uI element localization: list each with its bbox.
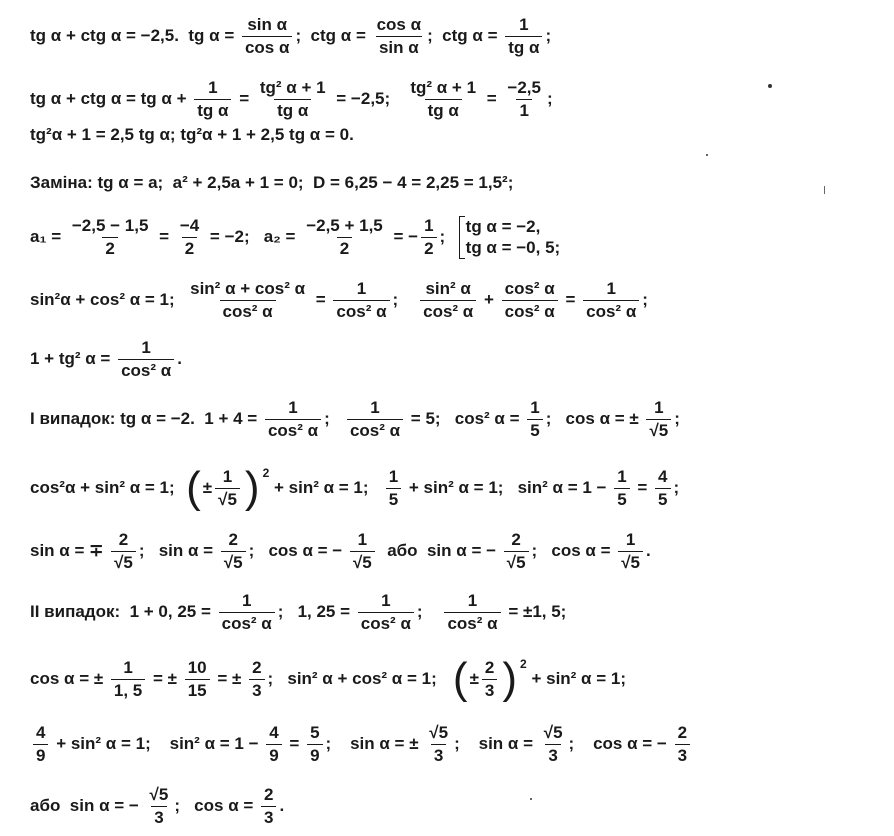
- fraction-denominator: cos² α: [444, 612, 500, 633]
- math-text: ; ctg α =: [427, 26, 503, 46]
- math-text: ; sin α =: [454, 734, 538, 754]
- fraction-numerator: 4: [269, 723, 279, 742]
- fraction-denominator: 9: [33, 744, 48, 765]
- fraction: [583, 280, 639, 321]
- fraction: [303, 217, 386, 258]
- math-text: ;: [545, 26, 552, 46]
- fraction: [426, 724, 451, 765]
- math-text: ; cos α =: [174, 796, 259, 816]
- fraction-denominator: √5: [646, 419, 671, 440]
- math-line: [30, 16, 551, 57]
- scan-mark: [824, 186, 825, 194]
- math-text: = −2,5;: [331, 89, 405, 109]
- fraction-numerator: 1: [617, 466, 627, 486]
- parenthesized-power: [184, 463, 270, 512]
- fraction-numerator: tg² α + 1: [410, 78, 477, 97]
- fraction-denominator: cos² α: [347, 419, 403, 440]
- math-text: ;: [642, 290, 648, 310]
- fraction-numerator: 1: [530, 398, 540, 417]
- math-line: [30, 173, 513, 193]
- fraction: [118, 339, 174, 380]
- math-text: ;: [674, 409, 680, 429]
- fraction-denominator: 2: [182, 237, 197, 258]
- math-line: [30, 592, 566, 633]
- fraction: [350, 531, 375, 572]
- fraction: [177, 217, 202, 258]
- fraction-numerator: 1: [519, 15, 529, 34]
- fraction-denominator: 2: [337, 237, 352, 258]
- fraction: [111, 531, 136, 572]
- fraction: [249, 659, 264, 700]
- fraction-numerator: 1: [381, 591, 391, 610]
- right-parenthesis: ): [502, 654, 518, 703]
- fraction: [147, 786, 172, 827]
- fraction-numerator: 1: [424, 215, 434, 235]
- math-text: = ±1, 5;: [503, 602, 567, 622]
- math-text: ;: [546, 89, 553, 109]
- fraction-numerator: 2: [252, 657, 262, 677]
- math-text: I випадок: tg α = −2. 1 + 4 =: [30, 409, 262, 429]
- fraction: [444, 592, 500, 633]
- system-row: tg α = −0, 5;: [465, 238, 561, 258]
- math-line: [30, 216, 560, 259]
- math-line: [30, 654, 626, 703]
- fraction: [420, 280, 476, 321]
- math-text: ;: [416, 602, 442, 622]
- math-text: .: [177, 349, 182, 369]
- fraction-denominator: 5: [527, 419, 542, 440]
- left-parenthesis: (: [186, 463, 201, 512]
- fraction-denominator: tg α: [194, 99, 231, 120]
- math-text: ; sin α = ±: [325, 734, 424, 754]
- math-text: a₁ =: [30, 227, 66, 247]
- right-parenthesis: ): [244, 463, 260, 512]
- fraction: [33, 724, 48, 765]
- fraction-denominator: cos² α: [220, 300, 276, 321]
- fraction: [111, 659, 145, 700]
- math-line: [30, 399, 680, 440]
- fraction-numerator: 1: [356, 279, 367, 298]
- math-text: ; ctg α =: [295, 26, 371, 46]
- fraction-denominator: cos² α: [265, 419, 321, 440]
- fraction-numerator: 1: [625, 530, 636, 549]
- fraction-denominator: √5: [504, 551, 529, 572]
- fraction: [266, 724, 281, 765]
- math-text: sin α = ∓: [30, 541, 109, 561]
- fraction: [675, 724, 690, 765]
- fraction-numerator: −4: [179, 215, 200, 235]
- math-line: [30, 463, 680, 512]
- math-text: =: [560, 290, 581, 310]
- fraction: [541, 724, 566, 765]
- fraction-numerator: 2: [677, 723, 688, 742]
- fraction-denominator: 3: [261, 806, 276, 827]
- fraction-denominator: tg α: [505, 36, 542, 57]
- fraction-numerator: cos² α: [504, 279, 555, 298]
- math-text: =: [311, 290, 331, 310]
- math-text: =: [482, 89, 502, 109]
- fraction-numerator: 4: [36, 723, 46, 742]
- fraction-denominator: √5: [111, 551, 136, 572]
- math-text: .: [646, 541, 651, 561]
- fraction: [257, 79, 329, 120]
- fraction: [194, 79, 231, 120]
- fraction: [187, 280, 308, 321]
- fraction: [265, 399, 321, 440]
- fraction-numerator: 1: [222, 466, 233, 486]
- math-text: = −: [388, 227, 419, 247]
- math-text: або sin α = −: [377, 541, 501, 561]
- fraction-denominator: cos² α: [118, 359, 174, 380]
- sign: ±: [202, 478, 213, 497]
- fraction: [527, 399, 542, 440]
- math-text: + sin² α = 1;: [269, 478, 383, 497]
- fraction-numerator: −2,5 + 1,5: [306, 215, 383, 235]
- fraction: [618, 531, 643, 572]
- fraction-numerator: −2,5: [507, 78, 541, 97]
- fraction: [502, 280, 558, 321]
- fraction: [421, 217, 436, 258]
- math-text: або sin α = −: [30, 796, 144, 816]
- fraction-numerator: 1: [654, 398, 664, 417]
- fraction-denominator: 3: [151, 806, 166, 827]
- math-text: sin²α + cos² α = 1;: [30, 290, 185, 310]
- fraction-denominator: 2: [102, 237, 117, 258]
- math-text: ;: [673, 478, 680, 497]
- fraction-numerator: 4: [658, 466, 668, 486]
- fraction-numerator: 2: [118, 530, 129, 549]
- exponent: 2: [520, 657, 527, 671]
- fraction: [221, 531, 246, 572]
- fraction-denominator: 15: [185, 679, 210, 700]
- math-text: II випадок: 1 + 0, 25 =: [30, 602, 216, 622]
- math-text: =: [154, 227, 174, 247]
- system-row: tg α = −2,: [465, 217, 541, 236]
- math-text: tg α + ctg α = −2,5. tg α =: [30, 26, 239, 46]
- math-text: ; cos α = ±: [545, 409, 644, 429]
- fraction-denominator: cos α: [242, 36, 292, 57]
- fraction: [504, 531, 529, 572]
- equation-system: [459, 216, 561, 259]
- fraction-numerator: 1: [141, 338, 151, 357]
- math-text: + sin² α = 1; sin² α = 1 −: [51, 734, 264, 754]
- fraction-numerator: 5: [310, 723, 320, 742]
- left-parenthesis: (: [452, 654, 468, 703]
- fraction-denominator: sin α: [376, 36, 422, 57]
- fraction-numerator: 2: [228, 530, 238, 549]
- fraction-denominator: cos² α: [502, 300, 558, 321]
- fraction-denominator: 5: [386, 488, 401, 509]
- fraction: [374, 16, 424, 57]
- fraction-denominator: 5: [614, 488, 629, 509]
- math-text: ;: [439, 227, 455, 247]
- fraction-denominator: 2: [421, 237, 436, 258]
- fraction: [505, 16, 542, 57]
- math-text: = ±: [212, 669, 247, 688]
- parenthesized-power: [451, 654, 527, 703]
- fraction-numerator: √5: [149, 785, 169, 804]
- fraction: [215, 468, 240, 509]
- fraction-numerator: tg² α + 1: [259, 78, 326, 97]
- math-text: Заміна: tg α = a; a² + 2,5a + 1 = 0; D = 6,25 − 4 = 2,25 = 1,5²;: [30, 173, 514, 192]
- math-text: tg²α + 1 = 2,5 tg α; tg²α + 1 + 2,5 tg α = 0.: [30, 125, 354, 144]
- fraction: [407, 79, 479, 120]
- fraction-numerator: √5: [543, 723, 563, 742]
- fraction-numerator: sin α: [247, 15, 288, 34]
- math-text: ; cos α =: [531, 541, 616, 561]
- math-line: [30, 724, 693, 765]
- math-text: 1 + tg² α =: [30, 349, 116, 369]
- scan-speck: [530, 798, 532, 800]
- fraction-numerator: cos α: [376, 15, 422, 34]
- math-text: + sin² α = 1;: [526, 669, 626, 688]
- fraction-denominator: cos² α: [583, 300, 639, 321]
- fraction-denominator: cos² α: [333, 300, 389, 321]
- fraction-numerator: 2: [511, 530, 521, 549]
- math-text: = −2; a₂ =: [205, 227, 301, 247]
- exponent: 2: [262, 466, 270, 480]
- fraction-numerator: 1: [288, 398, 298, 417]
- fraction-denominator: cos² α: [420, 300, 476, 321]
- fraction-numerator: sin² α: [425, 279, 471, 298]
- math-text: ; cos α = −: [248, 541, 347, 561]
- math-text: cos α = ±: [30, 669, 108, 688]
- fraction: [386, 468, 401, 509]
- fraction: [482, 659, 497, 700]
- fraction: [614, 468, 629, 509]
- math-text: ; 1, 25 =: [277, 602, 355, 622]
- fraction-numerator: √5: [429, 723, 449, 742]
- fraction: [261, 786, 276, 827]
- fraction-denominator: 3: [675, 744, 690, 765]
- math-text: =: [632, 478, 653, 497]
- fraction-denominator: 9: [266, 744, 281, 765]
- math-line: [30, 280, 648, 321]
- math-text: tg α + ctg α = tg α +: [30, 89, 192, 109]
- math-text: cos²α + sin² α = 1;: [30, 478, 185, 497]
- fraction-denominator: 3: [545, 744, 560, 765]
- fraction: [185, 659, 210, 700]
- math-line: [30, 786, 284, 827]
- fraction-denominator: 3: [249, 679, 264, 700]
- fraction: [504, 79, 544, 120]
- fraction-numerator: sin² α + cos² α: [190, 279, 306, 298]
- fraction-denominator: √5: [215, 488, 240, 509]
- scan-speck: [768, 84, 772, 88]
- math-text: ;: [392, 290, 418, 310]
- fraction-denominator: 9: [307, 744, 322, 765]
- math-line: [30, 125, 354, 145]
- math-text: ; sin α =: [138, 541, 218, 561]
- fraction: [333, 280, 389, 321]
- math-text: ; cos α = −: [568, 734, 672, 754]
- fraction: [307, 724, 322, 765]
- fraction: [242, 16, 292, 57]
- math-text: =: [284, 734, 305, 754]
- fraction-denominator: √5: [618, 551, 643, 572]
- fraction-numerator: 2: [264, 785, 274, 804]
- scan-speck: [706, 154, 708, 156]
- fraction: [655, 468, 670, 509]
- sign: ±: [469, 669, 479, 688]
- fraction: [358, 592, 414, 633]
- fraction-numerator: 10: [187, 657, 207, 677]
- math-line: [30, 531, 651, 572]
- math-text: ; sin² α + cos² α = 1;: [267, 669, 451, 688]
- fraction-denominator: cos² α: [358, 612, 414, 633]
- math-text: + sin² α = 1; sin² α = 1 −: [404, 478, 612, 497]
- fraction: [347, 399, 403, 440]
- math-text: =: [234, 89, 254, 109]
- fraction-denominator: 1, 5: [111, 679, 145, 700]
- fraction-denominator: 1: [516, 99, 531, 120]
- fraction-numerator: 1: [467, 591, 478, 610]
- fraction-numerator: 1: [123, 657, 133, 677]
- fraction: [219, 592, 275, 633]
- fraction: [646, 399, 671, 440]
- fraction-numerator: 1: [357, 530, 368, 549]
- fraction-denominator: tg α: [425, 99, 462, 120]
- fraction-denominator: 5: [655, 488, 670, 509]
- fraction: [69, 217, 152, 258]
- fraction-numerator: 1: [208, 78, 218, 97]
- fraction-denominator: √5: [350, 551, 375, 572]
- math-text: .: [279, 796, 285, 816]
- fraction-denominator: 3: [482, 679, 497, 700]
- math-text: ;: [324, 409, 344, 429]
- fraction-numerator: 1: [370, 398, 380, 417]
- fraction-numerator: −2,5 − 1,5: [71, 215, 149, 235]
- fraction-denominator: tg α: [274, 99, 311, 120]
- math-text: = 5; cos² α =: [406, 409, 525, 429]
- math-text: = ±: [148, 669, 182, 688]
- fraction-denominator: 3: [431, 744, 446, 765]
- math-text: +: [479, 290, 499, 310]
- math-line: [30, 79, 553, 120]
- fraction-denominator: √5: [221, 551, 246, 572]
- fraction-numerator: 2: [484, 657, 495, 677]
- fraction-numerator: 1: [388, 466, 399, 486]
- math-line: [30, 339, 182, 380]
- fraction-numerator: 1: [606, 279, 616, 298]
- fraction-denominator: cos² α: [219, 612, 275, 633]
- fraction-numerator: 1: [241, 591, 252, 610]
